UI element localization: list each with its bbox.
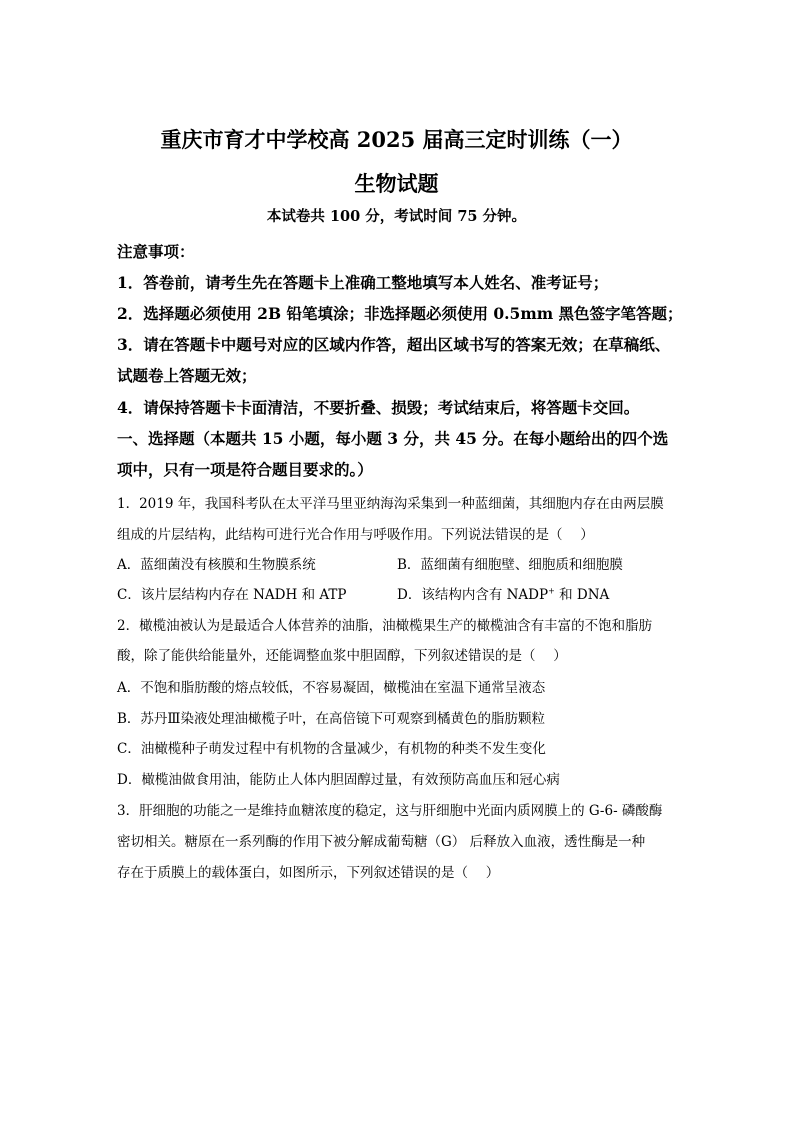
q2-option-a: A．不饱和脂肪酸的熔点较低，不容易凝固，橄榄油在室温下通常呈液态 xyxy=(117,680,546,696)
q2-option-d: D．橄榄油做食用油，能防止人体内胆固醇过量，有效预防高血压和冠心病 xyxy=(117,772,560,788)
notice-heading: 注意事项： xyxy=(117,242,195,261)
q2-option-b: B．苏丹Ⅲ染液处理油橄榄子叶，在高倍镜下可观察到橘黄色的脂肪颗粒 xyxy=(117,711,545,727)
q2-stem-line2: 酸，除了能供给能量外，还能调整血浆中胆固醇，下列叙述错误的是（ ） xyxy=(117,648,567,664)
q3-stem-line3: 存在于质膜上的载体蛋白，如图所示，下列叙述错误的是（ ） xyxy=(117,865,500,881)
q1-option-d xyxy=(397,583,609,603)
q3-stem-line1: 3．肝细胞的功能之一是维持血糖浓度的稳定，这与肝细胞中光面内质网膜上的 G-6- 磷酸酶 xyxy=(117,803,663,819)
exam-info: 本试卷共 100 分，考试时间 75 分钟。 xyxy=(266,208,527,225)
q1-stem-line2: 组成的片层结构，此结构可进行光合作用与呼吸作用。下列说法错误的是（ ） xyxy=(117,527,594,543)
exam-title: 重庆市育才中学校高 2025 届高三定时训练（一） xyxy=(160,127,633,152)
notice-item-1: 1．答卷前，请考生先在答题卡上准确工整地填写本人姓名、准考证号； xyxy=(117,273,609,292)
q2-option-c: C．油橄榄种子萌发过程中有机物的含量减少，有机物的种类不发生变化 xyxy=(117,741,546,757)
q3-stem-line2: 密切相关。糖原在一系列酶的作用下被分解成葡萄糖（G） 后释放入血液，透性酶是一种 xyxy=(117,834,646,850)
notice-item-4: 4．请保持答题卡卡面清洁，不要折叠、损毁；考试结束后，将答题卡交回。 xyxy=(117,398,640,417)
q1-stem-line1: 1．2019 年，我国科考队在太平洋马里亚纳海沟采集到一种蓝细菌，其细胞内存在由两层膜 xyxy=(117,496,664,512)
q1-option-c: C．该片层结构内存在 NADH 和 ATP xyxy=(117,587,347,603)
subject-title: 生物试题 xyxy=(354,171,439,196)
q1-option-d-text-end: 和 DNA xyxy=(554,587,610,603)
section-heading-line2: 项中，只有一项是符合题目要求的。） xyxy=(117,460,373,479)
q1-option-d-superscript: + xyxy=(548,586,555,596)
notice-item-3: 3．请在答题卡中题号对应的区域内作答，超出区域书写的答案无效；在草稿纸、 xyxy=(117,335,671,354)
notice-item-2: 2．选择题必须使用 2B 铅笔填涂；非选择题必须使用 0.5mm 黑色签字笔答题； xyxy=(117,304,683,323)
q2-stem-line1: 2．橄榄油被认为是最适合人体营养的油脂，油橄榄果生产的橄榄油含有丰富的不饱和脂肪 xyxy=(117,618,653,634)
notice-item-3-cont: 试题卷上答题无效； xyxy=(117,366,257,385)
q1-option-a: A．蓝细菌没有核膜和生物膜系统 xyxy=(117,557,316,573)
section-heading-line1: 一、选择题（本题共 15 小题，每小题 3 分，共 45 分。在每小题给出的四个选 xyxy=(117,429,669,448)
q1-option-d-text: D．该结构内含有 NADP xyxy=(397,587,549,603)
q1-option-b: B．蓝细菌有细胞壁、细胞质和细胞膜 xyxy=(397,557,623,573)
